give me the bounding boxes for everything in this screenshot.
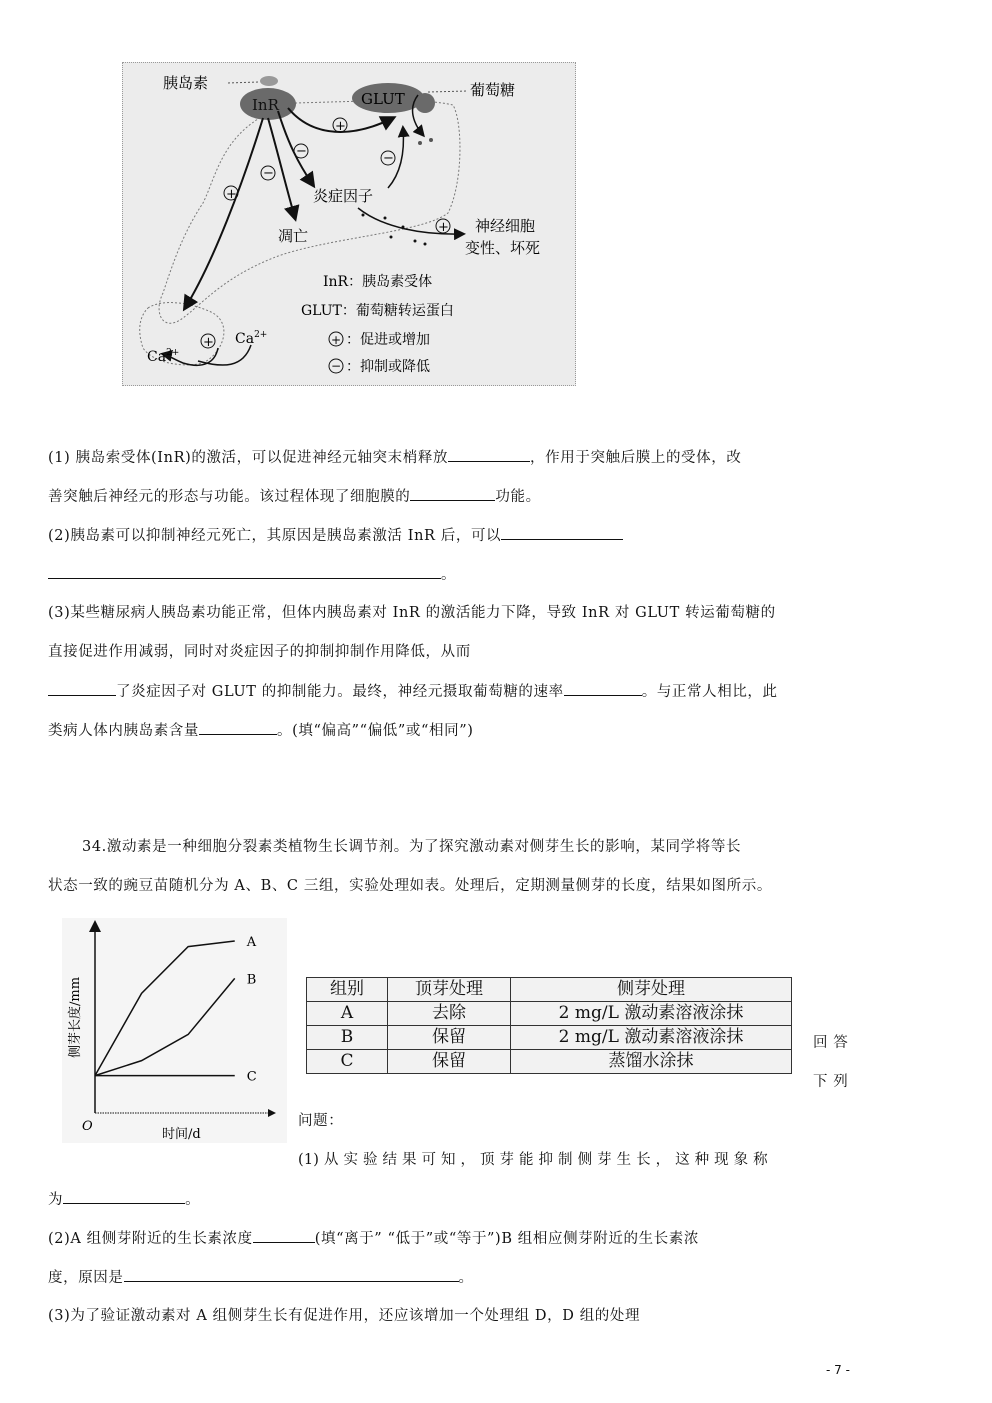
plus-circle-4 <box>201 334 215 350</box>
table-header: 组别 <box>307 978 388 1002</box>
q34-part1-line1: (1) 从 实 验 结 果 可 知 ， 顶 芽 能 抑 制 侧 芽 生 长 ， 这 种 现 象 称 <box>298 1152 768 1168</box>
answer-blank[interactable] <box>448 447 530 462</box>
legend <box>301 273 454 375</box>
minus-circle-1 <box>294 144 308 159</box>
series-label-B: B <box>246 972 257 988</box>
svg-text:+: + <box>335 119 346 134</box>
answer-blank[interactable] <box>48 681 116 696</box>
calcium-right: $Ca^{2+}$ <box>235 330 268 347</box>
x-axis-label: 时间/d <box>162 1127 201 1142</box>
plus-circle-2 <box>224 186 238 202</box>
svg-text:−: − <box>331 359 342 373</box>
answer-blank[interactable] <box>501 525 623 540</box>
q34-intro-line2: 状态一致的豌豆苗随机分为 A、B、C 三组，实验处理如表。处理后，定期测量侧芽的长度，结果如图所示。 <box>48 878 772 894</box>
answer-blank[interactable] <box>564 681 642 696</box>
glucose-label: 葡萄糖 <box>470 81 516 99</box>
neuron-label-2: 变性、坏死 <box>465 239 541 257</box>
bud-length-chart <box>62 918 287 1143</box>
answer-blank[interactable] <box>410 486 495 501</box>
svg-text:−: − <box>383 151 394 166</box>
q34-part1-line2: 为 。 <box>48 1189 200 1210</box>
plus-circle-3 <box>436 219 450 235</box>
q33-part2-line1: (2)胰岛素可以抑制神经元死亡，其原因是胰岛素激活 InR 后，可以 <box>48 525 623 546</box>
origin-label: O <box>82 1119 93 1134</box>
svg-text:+: + <box>203 335 214 350</box>
plus-circle-1 <box>333 118 347 134</box>
minus-circle-2 <box>261 166 275 181</box>
svg-text:InR：胰岛素受体: InR：胰岛素受体 <box>323 274 433 290</box>
series-label-C: C <box>246 1069 257 1085</box>
insulin-label: 胰岛素 <box>163 74 209 92</box>
treatment-table <box>306 977 792 1074</box>
q33-part3-line1: (3)某些糖尿病人胰岛素功能正常，但体内胰岛素对 InR 的激活能力下降，导致 InR 对 GLUT 转运葡萄糖的 <box>48 605 776 621</box>
series-line-A <box>95 941 235 1076</box>
svg-text:+: + <box>331 333 342 347</box>
q34-intro-line1: 34.激动素是一种细胞分裂素类植物生长调节剂。为了探究激动素对侧芽生长的影响，某同学将等长 <box>82 839 742 855</box>
q33-part3-line2: 直接促进作用减弱，同时对炎症因子的抑制抑制作用降低，从而 <box>48 644 471 660</box>
answer-blank[interactable] <box>253 1228 315 1243</box>
svg-text:：促进或增加: ：促进或增加 <box>346 332 430 348</box>
svg-text:+: + <box>226 187 237 202</box>
glut-label: GLUT <box>361 90 405 108</box>
table-header: 侧芽处理 <box>511 978 792 1002</box>
q34-part2-line2: 度，原因是 。 <box>48 1267 474 1288</box>
q33-part1-line2: 善突触后神经元的形态与功能。该过程体现了细胞膜的 功能。 <box>48 486 541 507</box>
series-label-A: A <box>246 934 257 950</box>
page-number: - 7 - <box>826 1363 850 1377</box>
table-header: 顶芽处理 <box>388 978 511 1002</box>
q34-part2-line1: (2)A 组侧芽附近的生长素浓度 (填“离于” “低于”或“等于”)B 组相应侧芽附近的生长素浓 <box>48 1228 699 1249</box>
y-axis-label: 侧芽长度/mm <box>68 976 83 1058</box>
minus-circle-3 <box>381 151 395 166</box>
side-text-2: 下 列 <box>813 1074 849 1090</box>
insulin-blob <box>260 76 278 86</box>
table-header-row <box>307 978 792 1002</box>
side-text-1: 回 答 <box>813 1035 849 1051</box>
q33-part3-line4: 类病人体内胰岛素含量 。(填“偏高”“偏低”或“相同”) <box>48 720 474 741</box>
q33-part1-line1: (1) 胰岛索受体(InR)的激活，可以促进神经元轴突末梢释放 ，作用于突触后膜上的受体，改 <box>48 447 741 468</box>
svg-text:−: − <box>263 166 274 181</box>
neuron-label-1: 神经细胞 <box>475 217 536 235</box>
svg-text:GLUT：葡萄糖转运蛋白: GLUT：葡萄糖转运蛋白 <box>301 303 454 319</box>
apoptosis-label: 凋亡 <box>278 227 309 245</box>
insulin-pathway-diagram <box>122 62 576 386</box>
q33-part2-line2: 。 <box>48 564 456 585</box>
q34-part3-line1: (3)为了验证激动素对 A 组侧芽生长有促进作用，还应该增加一个处理组 D，D 组的处理 <box>48 1308 641 1324</box>
answer-blank[interactable] <box>63 1189 185 1204</box>
answer-blank[interactable] <box>48 564 441 579</box>
side-text-3: 问题： <box>298 1113 344 1129</box>
table-row: C 保留 蒸馏水涂抹 <box>307 1050 792 1074</box>
svg-text:−: − <box>296 144 307 159</box>
answer-blank[interactable] <box>124 1267 459 1282</box>
svg-text:+: + <box>438 220 449 235</box>
q33-part3-line3: 了炎症因子对 GLUT 的抑制能力。最终，神经元摄取葡萄糖的速率 。与正常人相比，此 <box>48 681 778 702</box>
series-line-B <box>95 978 235 1075</box>
table-row: A 去除 2 mg/L 激动素溶液涂抹 <box>307 1002 792 1026</box>
inflammatory-label: 炎症因子 <box>313 187 374 205</box>
calcium-left: $Ca^{2+}$ <box>147 348 180 365</box>
table-row: B 保留 2 mg/L 激动素溶液涂抹 <box>307 1026 792 1050</box>
inr-label: InR <box>252 96 279 114</box>
svg-text:：抑制或降低: ：抑制或降低 <box>346 359 430 375</box>
answer-blank[interactable] <box>199 720 277 735</box>
